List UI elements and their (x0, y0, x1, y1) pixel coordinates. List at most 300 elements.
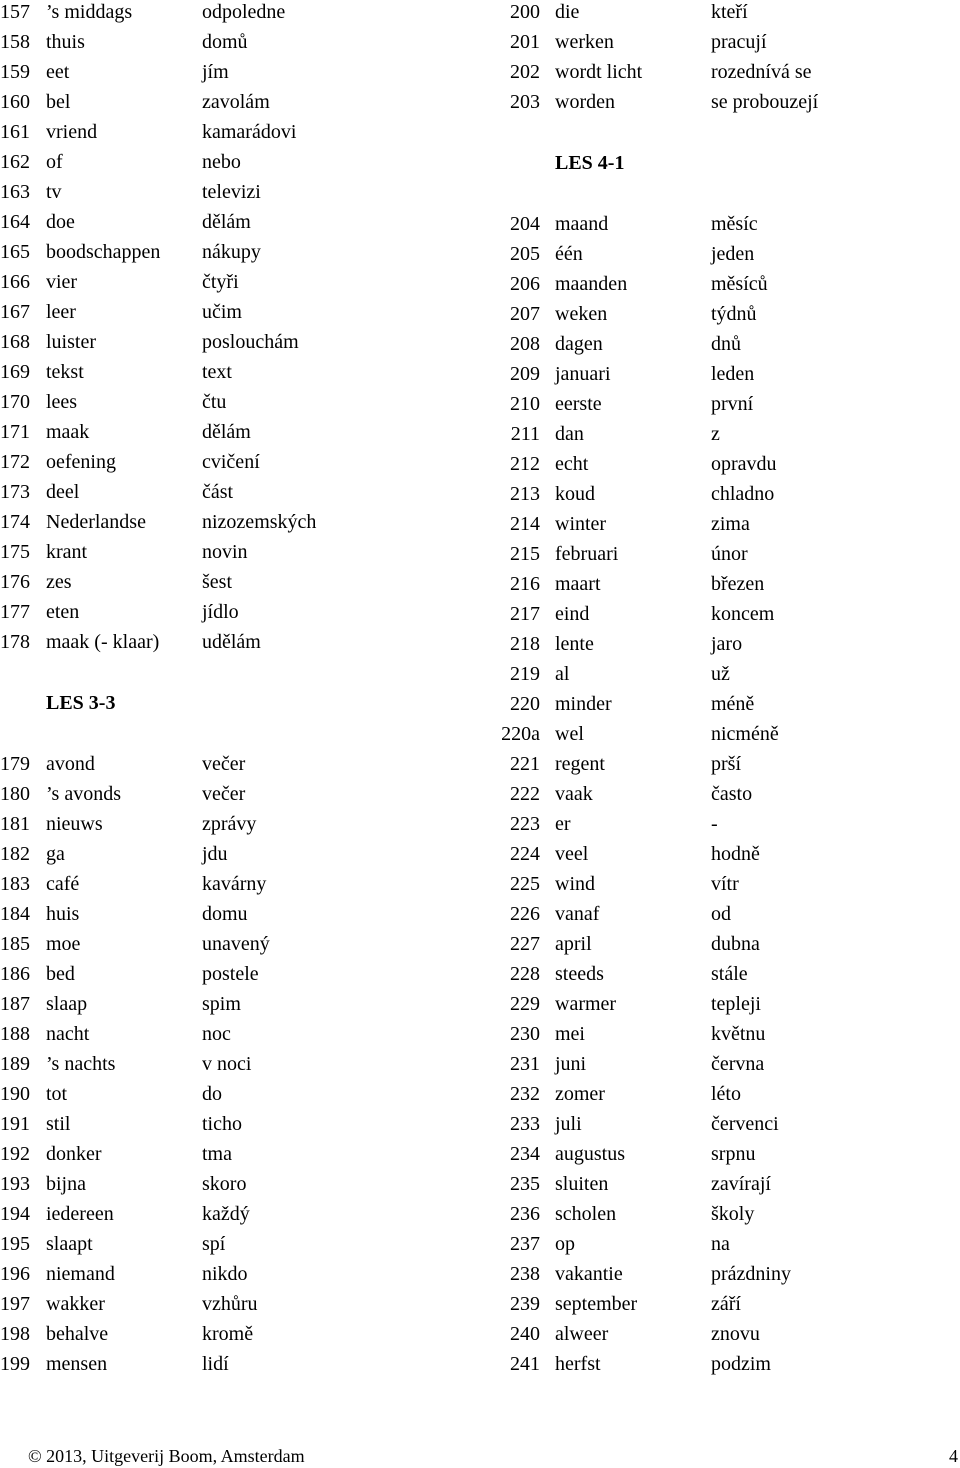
czech-translation: unavený (202, 933, 270, 955)
czech-translation: hodně (711, 843, 760, 865)
vocab-row (490, 422, 960, 452)
dutch-word: warmer (555, 993, 617, 1015)
entry-number: 192 (0, 1143, 30, 1165)
entry-number: 219 (510, 663, 540, 685)
blank-row (0, 660, 480, 691)
czech-translation: ticho (202, 1113, 242, 1135)
dutch-word: eten (46, 601, 80, 623)
dutch-word: slaap (46, 993, 88, 1015)
czech-translation: nicméně (711, 723, 779, 745)
entry-number: 188 (0, 1023, 30, 1045)
entry-number: 166 (0, 271, 30, 293)
czech-translation: tepleji (711, 993, 761, 1015)
czech-translation: dnů (711, 333, 741, 355)
vocab-row (0, 1052, 480, 1082)
dutch-word: veel (555, 843, 589, 865)
dutch-word: nieuws (46, 813, 103, 835)
vocab-row (0, 1352, 480, 1382)
dutch-word: lente (555, 633, 594, 655)
vocab-row (490, 692, 960, 722)
czech-translation: se probouzejí (711, 91, 819, 113)
czech-translation: do (202, 1083, 222, 1105)
czech-translation: měsíců (711, 273, 768, 295)
vocab-row (490, 662, 960, 692)
entry-number: 161 (0, 121, 30, 143)
entry-number: 229 (510, 993, 540, 1015)
vocab-row (490, 962, 960, 992)
entry-number: 182 (0, 843, 30, 865)
entry-number: 197 (0, 1293, 30, 1315)
dutch-word: ’s middags (46, 1, 133, 23)
czech-translation: prší (711, 753, 741, 775)
vocab-row (0, 360, 480, 390)
entry-number: 228 (510, 963, 540, 985)
vocab-row (490, 1292, 960, 1322)
dutch-word: vriend (46, 121, 98, 143)
dutch-word: eerste (555, 393, 602, 415)
dutch-word: september (555, 1293, 638, 1315)
dutch-word: op (555, 1233, 575, 1255)
czech-translation: jaro (711, 633, 743, 655)
entry-number: 163 (0, 181, 30, 203)
vocab-row (0, 180, 480, 210)
dutch-word: behalve (46, 1323, 109, 1345)
dutch-word: ga (46, 843, 65, 865)
vocab-row (490, 60, 960, 90)
czech-translation: kavárny (202, 873, 267, 895)
czech-translation: nizozemských (202, 511, 317, 533)
vocab-row (490, 1262, 960, 1292)
vocab-row (0, 210, 480, 240)
czech-translation: každý (202, 1203, 250, 1225)
czech-translation: méně (711, 693, 755, 715)
dutch-word: maand (555, 213, 609, 235)
entry-number: 232 (510, 1083, 540, 1105)
entry-number: 218 (510, 633, 540, 655)
czech-translation: pracují (711, 31, 767, 53)
czech-translation: únor (711, 543, 748, 565)
dutch-word: thuis (46, 31, 85, 53)
dutch-word: tekst (46, 361, 84, 383)
entry-number: 157 (0, 1, 30, 23)
entry-number: 207 (510, 303, 540, 325)
czech-translation: šest (202, 571, 232, 593)
czech-translation: jím (202, 61, 229, 83)
dutch-word: niemand (46, 1263, 115, 1285)
vocab-row (490, 212, 960, 242)
vocab-row (0, 240, 480, 270)
vocab-row (0, 600, 480, 630)
dutch-word: juli (555, 1113, 582, 1135)
vocab-row (490, 572, 960, 602)
czech-translation: vzhůru (202, 1293, 258, 1315)
entry-number: 171 (0, 421, 30, 443)
czech-translation: květnu (711, 1023, 766, 1045)
entry-number: 235 (510, 1173, 540, 1195)
entry-number: 236 (510, 1203, 540, 1225)
dutch-word: mei (555, 1023, 585, 1045)
czech-translation: rozednívá se (711, 61, 812, 83)
dutch-word: maak (46, 421, 90, 443)
vocab-row (490, 1052, 960, 1082)
czech-translation: březen (711, 573, 765, 595)
vocab-row (490, 30, 960, 60)
entry-number: 162 (0, 151, 30, 173)
dutch-word: zes (46, 571, 72, 593)
vocab-row (490, 842, 960, 872)
entry-number: 234 (510, 1143, 540, 1165)
entry-number: 216 (510, 573, 540, 595)
dutch-word: bed (46, 963, 75, 985)
dutch-word: avond (46, 753, 95, 775)
vocab-row (490, 632, 960, 662)
vocab-row (0, 420, 480, 450)
vocab-row (0, 992, 480, 1022)
vocab-row (0, 752, 480, 782)
entry-number: 211 (510, 423, 540, 445)
right-vocabulary-column (490, 0, 960, 1382)
vocab-row (0, 300, 480, 330)
czech-translation: zima (711, 513, 750, 535)
vocab-row (490, 1112, 960, 1142)
entry-number: 194 (0, 1203, 30, 1225)
vocab-row (0, 1262, 480, 1292)
vocab-row (490, 752, 960, 782)
dutch-word: leer (46, 301, 76, 323)
lesson-heading (0, 691, 480, 721)
vocab-row (490, 452, 960, 482)
dutch-word: koud (555, 483, 595, 505)
entry-number: 209 (510, 363, 540, 385)
entry-number: 178 (0, 631, 30, 653)
entry-number: 186 (0, 963, 30, 985)
czech-translation: chladno (711, 483, 775, 505)
czech-translation: spim (202, 993, 241, 1015)
dutch-word: boodschappen (46, 241, 161, 263)
blank-row (490, 120, 960, 151)
entry-number: 160 (0, 91, 30, 113)
entry-number: 238 (510, 1263, 540, 1285)
entry-number: 200 (510, 1, 540, 23)
entry-number: 240 (510, 1323, 540, 1345)
dutch-word: minder (555, 693, 612, 715)
entry-number: 239 (510, 1293, 540, 1315)
entry-number: 168 (0, 331, 30, 353)
dutch-word: luister (46, 331, 96, 353)
dutch-word: slaapt (46, 1233, 93, 1255)
entry-number: 187 (0, 993, 30, 1015)
vocab-row (0, 270, 480, 300)
entry-number: 189 (0, 1053, 30, 1075)
vocab-row (0, 150, 480, 180)
czech-translation: v noci (202, 1053, 252, 1075)
czech-translation: dubna (711, 933, 760, 955)
dutch-word: maanden (555, 273, 628, 295)
dutch-word: echt (555, 453, 589, 475)
dutch-word: krant (46, 541, 88, 563)
czech-translation: cvičení (202, 451, 260, 473)
czech-translation: večer (202, 753, 246, 775)
czech-translation: stále (711, 963, 748, 985)
dutch-word: ’s nachts (46, 1053, 116, 1075)
entry-number: 184 (0, 903, 30, 925)
vocab-row (0, 630, 480, 660)
entry-number: 206 (510, 273, 540, 295)
dutch-word: tv (46, 181, 62, 203)
entry-number: 201 (510, 31, 540, 53)
dutch-word: steeds (555, 963, 604, 985)
vocab-row (490, 542, 960, 572)
czech-translation: léto (711, 1083, 741, 1105)
czech-translation: podzim (711, 1353, 771, 1375)
czech-translation: kteří (711, 1, 748, 23)
vocab-row (0, 1142, 480, 1172)
dutch-word: oefening (46, 451, 116, 473)
czech-translation: už (711, 663, 730, 685)
entry-number: 181 (0, 813, 30, 835)
czech-translation: domů (202, 31, 248, 53)
dutch-word: werken (555, 31, 614, 53)
dutch-word: tot (46, 1083, 68, 1105)
vocab-row (0, 510, 480, 540)
dutch-word: vier (46, 271, 78, 293)
czech-translation: prázdniny (711, 1263, 791, 1285)
dutch-word: wordt licht (555, 61, 643, 83)
czech-translation: jdu (202, 843, 228, 865)
czech-translation: odpoledne (202, 1, 286, 23)
dutch-word: lees (46, 391, 78, 413)
vocab-row (490, 1142, 960, 1172)
dutch-word: februari (555, 543, 619, 565)
vocab-row (490, 1352, 960, 1382)
czech-translation: koncem (711, 603, 775, 625)
dutch-word: wakker (46, 1293, 105, 1315)
vocab-row (490, 90, 960, 120)
czech-translation: čtu (202, 391, 227, 413)
dutch-word: dan (555, 423, 584, 445)
czech-translation: dělám (202, 421, 251, 443)
entry-number: 205 (510, 243, 540, 265)
czech-translation: dělám (202, 211, 251, 233)
vocab-row (0, 90, 480, 120)
vocab-row (490, 1202, 960, 1232)
czech-translation: domu (202, 903, 248, 925)
dutch-word: maak (- klaar) (46, 631, 160, 653)
entry-number: 233 (510, 1113, 540, 1135)
czech-translation: jeden (711, 243, 755, 265)
entry-number: 241 (510, 1353, 540, 1375)
vocab-row (490, 1232, 960, 1262)
dutch-word: donker (46, 1143, 102, 1165)
czech-translation: část (202, 481, 234, 503)
vocab-row (490, 242, 960, 272)
entry-number: 230 (510, 1023, 540, 1045)
vocab-row (0, 1232, 480, 1262)
dutch-word: wel (555, 723, 584, 745)
entry-number: 203 (510, 91, 540, 113)
dutch-word: april (555, 933, 592, 955)
czech-translation: noc (202, 1023, 231, 1045)
vocab-row (0, 962, 480, 992)
czech-translation: kromě (202, 1323, 254, 1345)
vocab-row (0, 812, 480, 842)
czech-translation: čtyři (202, 271, 239, 293)
entry-number: 198 (0, 1323, 30, 1345)
entry-number: 196 (0, 1263, 30, 1285)
vocab-row (490, 992, 960, 1022)
dutch-word: vaak (555, 783, 593, 805)
czech-translation: srpnu (711, 1143, 756, 1165)
dutch-word: herfst (555, 1353, 601, 1375)
dutch-word: eind (555, 603, 590, 625)
vocab-row (0, 0, 480, 30)
entry-number: 222 (510, 783, 540, 805)
vocab-row (0, 902, 480, 932)
czech-translation: poslouchám (202, 331, 299, 353)
vocab-row (0, 1112, 480, 1142)
czech-translation: lidí (202, 1353, 229, 1375)
czech-translation: červenci (711, 1113, 779, 1135)
entry-number: 202 (510, 61, 540, 83)
vocab-row (0, 540, 480, 570)
entry-number: 175 (0, 541, 30, 563)
entry-number: 223 (510, 813, 540, 835)
entry-number: 164 (0, 211, 30, 233)
entry-number: 180 (0, 783, 30, 805)
czech-translation: - (711, 813, 718, 835)
entry-number: 165 (0, 241, 30, 263)
czech-translation: často (711, 783, 753, 805)
dutch-word: één (555, 243, 583, 265)
entry-number: 190 (0, 1083, 30, 1105)
copyright-text: © 2013, Uitgeverij Boom, Amsterdam (28, 1446, 305, 1466)
entry-number: 213 (510, 483, 540, 505)
dutch-word: maart (555, 573, 601, 595)
czech-translation: z (711, 423, 720, 445)
vocab-row (0, 782, 480, 812)
dutch-word: worden (555, 91, 615, 113)
vocab-row (0, 1082, 480, 1112)
czech-translation: text (202, 361, 232, 383)
dutch-word: bijna (46, 1173, 86, 1195)
dutch-word: zomer (555, 1083, 605, 1105)
czech-translation: zprávy (202, 813, 257, 835)
dutch-word: wind (555, 873, 595, 895)
czech-translation: první (711, 393, 754, 415)
dutch-word: of (46, 151, 63, 173)
vocab-row (490, 1172, 960, 1202)
czech-translation: znovu (711, 1323, 760, 1345)
entry-number: 158 (0, 31, 30, 53)
vocab-row (490, 482, 960, 512)
entry-number: 174 (0, 511, 30, 533)
vocab-row (490, 1322, 960, 1352)
entry-number: 173 (0, 481, 30, 503)
vocab-row (0, 872, 480, 902)
czech-translation: září (711, 1293, 741, 1315)
entry-number: 208 (510, 333, 540, 355)
dutch-word: stil (46, 1113, 71, 1135)
dutch-word: regent (555, 753, 605, 775)
dutch-word: café (46, 873, 80, 895)
vocab-row (490, 782, 960, 812)
entry-number: 225 (510, 873, 540, 895)
vocab-row (0, 570, 480, 600)
dutch-word: die (555, 1, 580, 23)
czech-translation: televizi (202, 181, 261, 203)
vocab-row (490, 872, 960, 902)
entry-number: 185 (0, 933, 30, 955)
entry-number: 159 (0, 61, 30, 83)
czech-translation: jídlo (202, 601, 239, 623)
dutch-word: doe (46, 211, 75, 233)
czech-translation: vítr (711, 873, 739, 895)
entry-number: 226 (510, 903, 540, 925)
czech-translation: června (711, 1053, 765, 1075)
czech-translation: postele (202, 963, 259, 985)
dutch-word: Nederlandse (46, 511, 146, 533)
vocab-row (490, 512, 960, 542)
vocab-row (0, 450, 480, 480)
czech-translation: nikdo (202, 1263, 248, 1285)
czech-translation: týdnů (711, 303, 757, 325)
dutch-word: weken (555, 303, 608, 325)
vocab-row (490, 0, 960, 30)
page-number: 4 (949, 1446, 958, 1466)
lesson-heading (490, 151, 960, 181)
entry-number: 221 (510, 753, 540, 775)
dutch-word: huis (46, 903, 80, 925)
dutch-word: mensen (46, 1353, 108, 1375)
vocab-row (490, 332, 960, 362)
dutch-word: juni (555, 1053, 587, 1075)
vocab-row (0, 480, 480, 510)
czech-translation: kamarádovi (202, 121, 297, 143)
lesson-title: LES 4-1 (555, 152, 625, 174)
entry-number: 176 (0, 571, 30, 593)
entry-number: 169 (0, 361, 30, 383)
czech-translation: opravdu (711, 453, 777, 475)
entry-number: 212 (510, 453, 540, 475)
entry-number: 215 (510, 543, 540, 565)
czech-translation: školy (711, 1203, 755, 1225)
dutch-word: al (555, 663, 570, 685)
vocab-row (490, 602, 960, 632)
vocab-row (490, 392, 960, 422)
entry-number: 224 (510, 843, 540, 865)
dutch-word: deel (46, 481, 80, 503)
czech-translation: leden (711, 363, 755, 385)
entry-number: 195 (0, 1233, 30, 1255)
entry-number: 167 (0, 301, 30, 323)
czech-translation: učim (202, 301, 242, 323)
vocab-row (0, 330, 480, 360)
vocab-row (490, 812, 960, 842)
czech-translation: spí (202, 1233, 226, 1255)
vocab-row (0, 842, 480, 872)
dutch-word: er (555, 813, 571, 835)
dutch-word: augustus (555, 1143, 625, 1165)
vocab-row (490, 362, 960, 392)
dutch-word: vanaf (555, 903, 600, 925)
czech-translation: udělám (202, 631, 261, 653)
vocab-row (0, 1322, 480, 1352)
vocab-row (490, 302, 960, 332)
dutch-word: ’s avonds (46, 783, 121, 805)
entry-number: 199 (0, 1353, 30, 1375)
blank-row (0, 721, 480, 752)
czech-translation: na (711, 1233, 730, 1255)
